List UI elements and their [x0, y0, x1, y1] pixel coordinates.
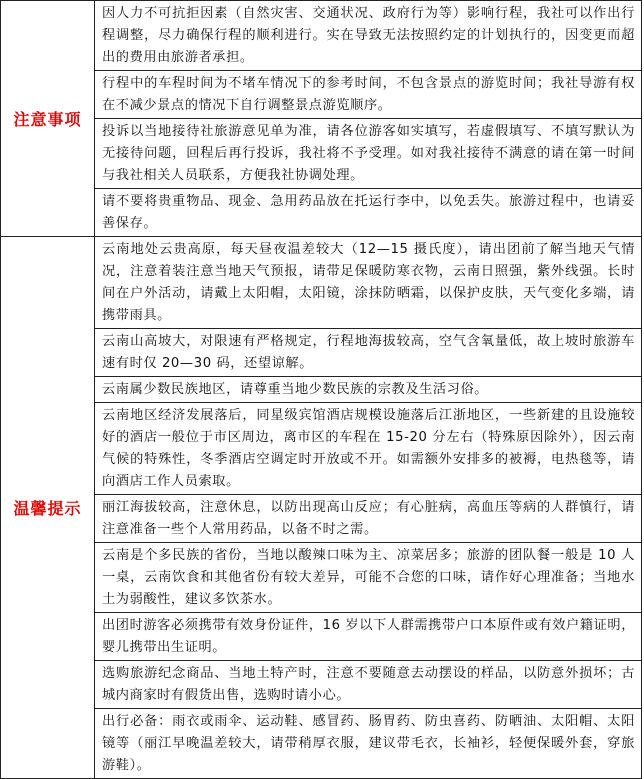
precautions-paragraph: 行程中的车程时间为不堵车情况下的参考时间，不包含景点的游览时间；我社导游有权在不减少景点的情况下自行调整景点游览顺序。: [95, 70, 641, 118]
tips-paragraph: 云南属少数民族地区，请尊重当地少数民族的宗教及生活习俗。: [95, 376, 641, 402]
tips-paragraph: 云南是个多民族的省份，当地以酸辣口味为主、凉菜居多；旅游的团队餐一般是 10 人一桌，云南饮食和其他省份有较大差异，可能不合您的口味，请作好心理准备；当地水土为弱酸性，建议多饮茶水。: [95, 542, 641, 612]
precautions-content: [95, 1, 642, 237]
precautions-paragraph: 因人力不可抗拒因素（自然灾害、交通状况、政府行为等）影响行程，我社可以作出行程调整，尽力确保行程的顺利进行。实在导致无法按照约定的计划执行的，因变更而超出的费用由旅游者承担。: [102, 6, 635, 65]
precautions-paragraph: 投诉以当地接待社旅游意见单为准，请各位游客如实填写，若虚假填写、不填写默认为无接待问题，回程后再行投诉，我社将不予受理。如对我社接待不满意的请在第一时间与我社相关人员联系，方便我社协调处理。: [95, 118, 641, 188]
tips-paragraph: 云南地处云贵高原，每天昼夜温差较大（12—15 摄氏度），请出团前了解当地天气情况，注意着装注意当地天气预报，请带足保暖防寒衣物，云南日照强，紫外线强。长时间在户外活动，请戴上太阳帽，太阳镜，涂抹防晒霜，以保护皮肤，天气变化多端，请携带雨具。: [102, 242, 635, 323]
precautions-label: 注意事项: [13, 110, 82, 129]
tips-paragraph: 云南山高坡大，对限速有严格规定，行程地海拔较高，空气含氧量低，故上坡时旅游车速有时仅 20—30 码，还望谅解。: [95, 328, 641, 376]
tips-paragraph: 选购旅游纪念商品、当地土特产时，注意不要随意去动摆设的样品，以防意外损坏；古城内商家时有假货出售，选购时请小心。: [95, 660, 641, 708]
tips-paragraph: 出团时游客必须携带有效身份证件，16 岁以下人群需携带户口本原件或有效户籍证明，婴儿携带出生证明。: [95, 612, 641, 660]
tips-label: 温馨提示: [13, 499, 82, 518]
precautions-paragraph: 请不要将贵重物品、现金、急用药品放在托运行李中，以免丢失。旅游过程中，也请妥善保存。: [95, 188, 641, 236]
precautions-label-cell: [1, 1, 95, 237]
tips-label-cell: [1, 237, 95, 779]
tips-paragraph: 云南地区经济发展落后，同星级宾馆酒店规模设施落后江浙地区，一些新建的且设施较好的酒店一般位于市区周边，离市区的车程在 15-20 分左右（特殊原因除外），因云南气候的特殊性，冬季酒店空调定时开放或不开。如需额外安排多的被褥，电热毯等，请向酒店工作人员索取。: [95, 402, 641, 494]
tips-paragraph: 出行必备：雨衣或雨伞、运动鞋、感冒药、肠胃药、防虫喜药、防晒油、太阳帽、太阳镜等（丽江早晚温差较大，请带稍厚衣服，建议带毛衣，长袖衫，轻便保暖外套，穿旅游鞋）。: [95, 708, 641, 778]
tips-paragraph: 丽江海拔较高，注意休息，以防出现高山反应；有心脏病，高血压等病的人群慎行，请注意准备一些个人常用药品，以备不时之需。: [95, 494, 641, 542]
notes-row-tips: [1, 237, 642, 779]
notes-row-precautions: [1, 1, 642, 237]
tips-content: [95, 237, 642, 779]
